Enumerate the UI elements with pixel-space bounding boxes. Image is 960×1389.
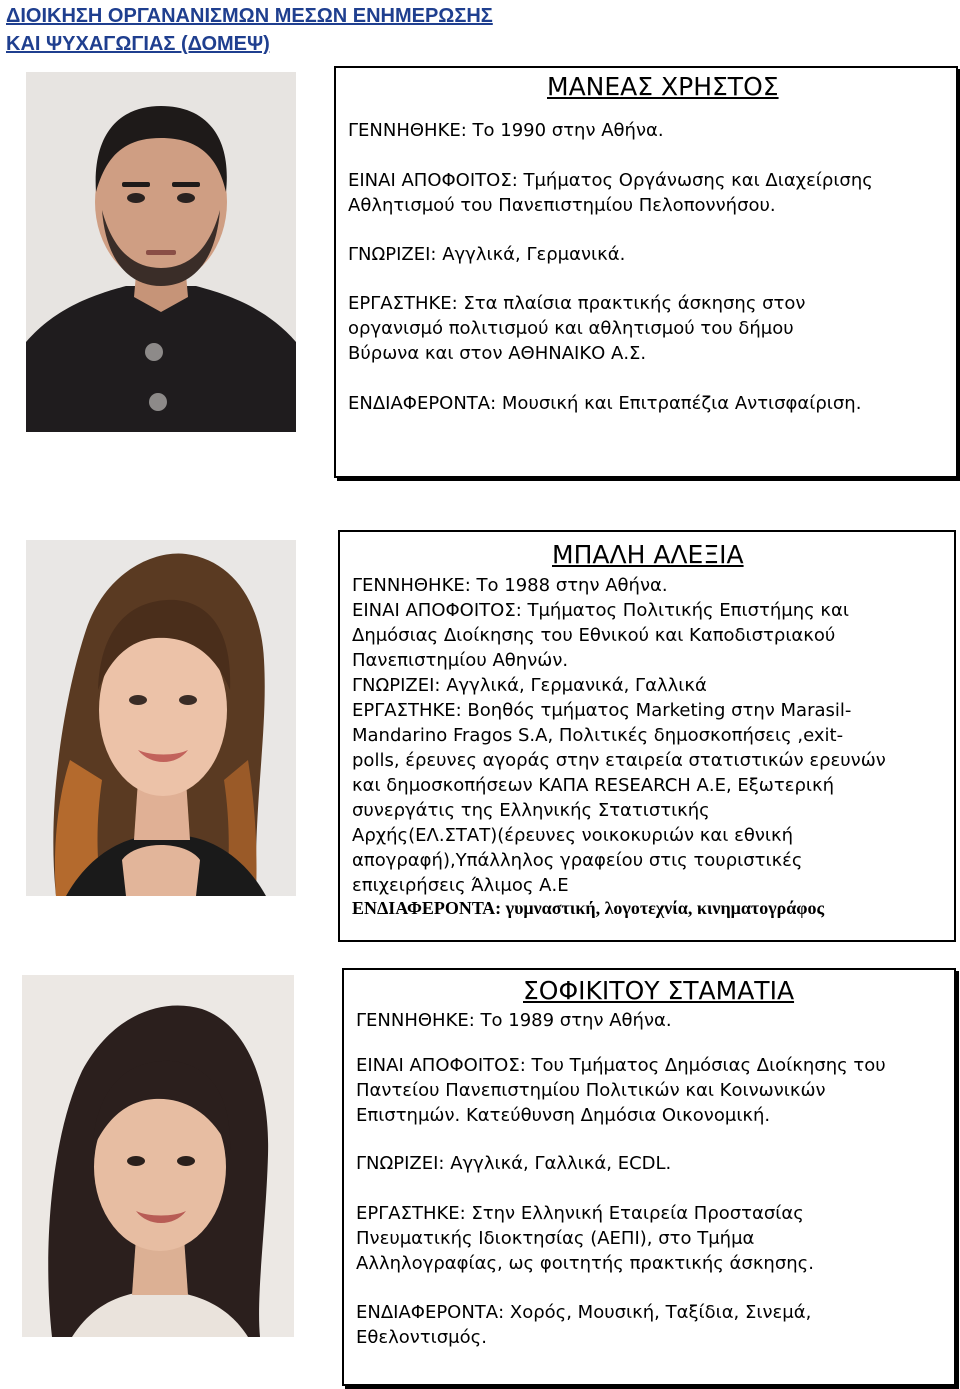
profile-1-interests: ΕΝΔΙΑΦΕΡΟΝΤΑ: Μουσική και Επιτραπέζια Αντισφαίριση.	[348, 393, 862, 414]
profile-3-graduate: ΕΙΝΑΙ ΑΠΟΦΟΙΤΟΣ: Του Τμήματος Δημόσιας Διοίκησης του Παντείου Πανεπιστημίου Πολιτικών και Κοινωνικών Επιστημών. Κατεύθυνση Δημόσια Οικονομική.	[356, 1055, 886, 1126]
header-line-1: ΔΙΟΙΚΗΣΗ ΟΡΓΑΝΑΝΙΣΜΩΝ ΜΕΣΩΝ ΕΝΗΜΕΡΩΣΗΣ	[6, 5, 493, 27]
header-line-2: ΚΑΙ ΨΥΧΑΓΩΓΙΑΣ (ΔΟΜΕΨ)	[6, 33, 270, 55]
profile-1-languages: ΓΝΩΡΙΖΕΙ: Αγγλικά, Γερμανικά.	[348, 244, 626, 265]
profile-1-worked: ΕΡΓΑΣΤΗΚΕ: Στα πλαίσια πρακτικής άσκησης στον οργανισμό πολιτισμού και αθλητισμού του δήμου Βύρωνα και στον ΑΘΗΝΑΙΚΟ Α.Σ.	[348, 293, 806, 364]
document-header	[6, 2, 493, 58]
profile-1-graduate: ΕΙΝΑΙ ΑΠΟΦΟΙΤΟΣ: Τμήματος Οργάνωσης και Διαχείρισης Αθλητισμού του Πανεπιστημίου Πελοποννήσου.	[348, 170, 873, 216]
profile-1-born: ΓΕΝΝΗΘΗΚΕ: Το 1990 στην Αθήνα.	[348, 120, 664, 141]
portrait-photo-1	[26, 72, 296, 432]
profile-1-name: ΜΑΝΕΑΣ ΧΡΗΣΤΟΣ	[547, 72, 779, 101]
profile-3-name: ΣΟΦΙΚΙΤΟΥ ΣΤΑΜΑΤΙΑ	[523, 976, 795, 1005]
portrait-photo-2	[26, 540, 296, 896]
profile-2-interests: ΕΝΔΙΑΦΕΡΟΝΤΑ: γυμναστική, λογοτεχνία, κινηματογράφος	[352, 898, 825, 918]
profile-2-name: ΜΠΑΛΗ ΑΛΕΞΙΑ	[552, 540, 744, 569]
profile-2-body: ΓΕΝΝΗΘΗΚΕ: Το 1988 στην Αθήνα. ΕΙΝΑΙ ΑΠΟΦΟΙΤΟΣ: Τμήματος Πολιτικής Επιστήμης και Δημόσιας Διοίκησης του Εθνικού και Καποδιστριακού Πανεπιστημίου Αθηνών. ΓΝΩΡΙΖΕΙ: Αγγλικά, Γερμανικά, Γαλλικά ΕΡΓΑΣΤΗΚΕ: Βοηθός τμήματος Marketing στην Marasil- Mandarino Fragos S.A, Πολιτικές δημοσκοπήσεις ,exit- polls, έρευνες αγοράς στην εταιρεία στατιστικών ερευνών και δημοσκοπήσεων ΚΑΠΑ RESEARCH Α.Ε, Εξωτερική συνεργάτις της Ελληνικής Στατιστικής Αρχής(ΕΛ.ΣΤΑΤ)(έρευνες νοικοκυριών και εθνική απογραφή),Υπάλληλος γραφείου στις τουριστικές επιχειρήσεις Άλιμος Α.Ε	[352, 575, 886, 896]
portrait-photo-3	[22, 975, 294, 1337]
profile-3-worked: ΕΡΓΑΣΤΗΚΕ: Στην Ελληνική Εταιρεία Προστασίας Πνευματικής Ιδιοκτησίας (ΑΕΠΙ), στο Τμήμα Αλληλογραφίας, ως φοιτητής πρακτικής άσκησης.	[356, 1203, 814, 1274]
profile-3-languages: ΓΝΩΡΙΖΕΙ: Αγγλικά, Γαλλικά, ECDL.	[356, 1153, 672, 1174]
profile-3-born: ΓΕΝΝΗΘΗΚΕ: Το 1989 στην Αθήνα.	[356, 1010, 672, 1031]
profile-3-interests: ΕΝΔΙΑΦΕΡΟΝΤΑ: Χορός, Μουσική, Ταξίδια, Σινεμά, Εθελοντισμός.	[356, 1302, 812, 1348]
